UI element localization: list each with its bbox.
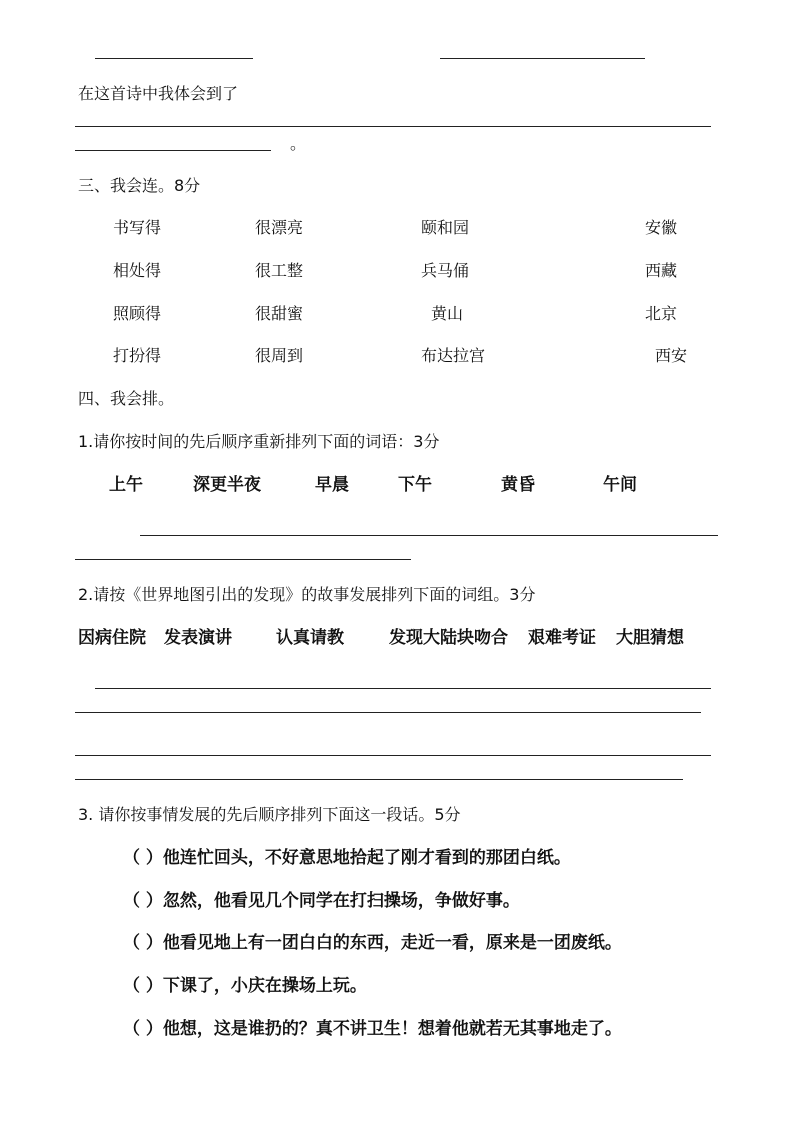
- order-bracket[interactable]: （ ）: [123, 976, 163, 996]
- poem-feeling-prompt: 在这首诗中我体会到了: [78, 84, 239, 103]
- match-word: 兵马俑: [421, 261, 470, 280]
- match-word: 相处得: [113, 261, 162, 280]
- q1-word: 午间: [603, 475, 637, 495]
- answer-line: [140, 535, 718, 536]
- match-word: 很周到: [255, 346, 304, 365]
- answer-line: [75, 712, 701, 713]
- match-word: 颐和园: [421, 218, 470, 237]
- q1-prompt: 1.请你按时间的先后顺序重新排列下面的词语：3分: [78, 432, 440, 451]
- q3-item: [123, 1019, 622, 1039]
- order-bracket[interactable]: （ ）: [123, 933, 163, 953]
- answer-line: [75, 559, 411, 560]
- answer-line: [75, 779, 683, 780]
- q2-word: 因病住院: [78, 628, 146, 648]
- answer-line: [75, 150, 271, 151]
- order-bracket[interactable]: （ ）: [123, 1019, 163, 1039]
- q2-prompt: 2.请按《世界地图引出的发现》的故事发展排列下面的词组。3分: [78, 585, 536, 604]
- answer-line: [75, 126, 711, 127]
- q1-word: 下午: [398, 475, 432, 495]
- q3-sentence: 下课了，小庆在操场上玩。: [162, 976, 367, 996]
- q3-item: [123, 891, 520, 911]
- match-word: 书写得: [113, 218, 162, 237]
- match-word: 很工整: [255, 261, 304, 280]
- q3-sentence: 他连忙回头，不好意思地拾起了刚才看到的那团白纸。: [162, 848, 571, 868]
- answer-line: [440, 58, 645, 59]
- q2-word: 艰难考证: [528, 628, 596, 648]
- q3-item: [123, 848, 571, 868]
- q2-word: 认真请教: [276, 628, 344, 648]
- section3-title: 三、我会连。8分: [78, 176, 201, 195]
- q3-sentence: 他看见地上有一团白白的东西，走近一看，原来是一团废纸。: [162, 933, 622, 953]
- q1-word: 黄昏: [501, 475, 535, 495]
- order-bracket[interactable]: （ ）: [123, 891, 163, 911]
- match-word: 照顾得: [113, 304, 162, 323]
- q3-sentence: 忽然，他看见几个同学在打扫操场，争做好事。: [162, 891, 520, 911]
- answer-line: [95, 688, 711, 689]
- q3-sentence: 他想，这是谁扔的？真不讲卫生！想着他就若无其事地走了。: [162, 1019, 622, 1039]
- answer-line: [75, 755, 711, 756]
- q1-word: 深更半夜: [193, 475, 261, 495]
- q2-word: 大胆猜想: [616, 628, 684, 648]
- order-bracket[interactable]: （ ）: [123, 848, 163, 868]
- q2-word: 发现大陆块吻合: [389, 628, 508, 648]
- match-word: 西安: [655, 346, 688, 365]
- match-word: 北京: [645, 304, 678, 323]
- section4-title: 四、我会排。: [78, 389, 175, 408]
- match-word: 很甜蜜: [255, 304, 304, 323]
- period-mark: 。: [290, 134, 307, 153]
- match-word: 黄山: [431, 304, 464, 323]
- match-word: 打扮得: [113, 346, 162, 365]
- match-word: 布达拉宫: [421, 346, 486, 365]
- answer-line: [95, 58, 253, 59]
- match-word: 很漂亮: [255, 218, 304, 237]
- q3-item: [123, 933, 622, 953]
- q3-item: [123, 976, 367, 996]
- q2-word: 发表演讲: [164, 628, 232, 648]
- match-word: 安徽: [645, 218, 678, 237]
- q3-prompt: 3. 请你按事情发展的先后顺序排列下面这一段话。5分: [78, 805, 461, 824]
- match-word: 西藏: [645, 261, 678, 280]
- q1-word: 早晨: [315, 475, 349, 495]
- q1-word: 上午: [109, 475, 143, 495]
